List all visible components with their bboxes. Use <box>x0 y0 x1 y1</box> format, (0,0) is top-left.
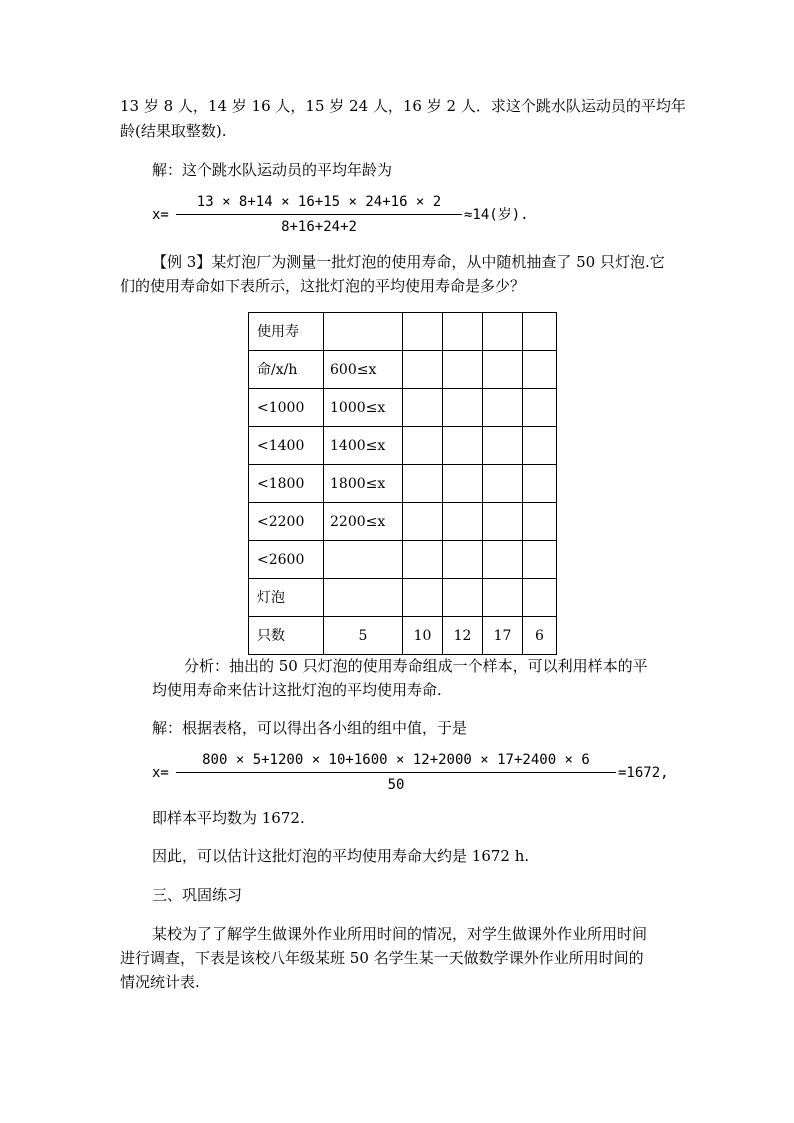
solution2-denominator: 50 <box>387 777 405 793</box>
solution2-result: =1672, <box>618 765 669 781</box>
table-cell: 命/x/h <box>249 351 324 389</box>
table-cell: 5 <box>324 617 403 655</box>
table-cell <box>324 579 403 617</box>
table-cell: 12 <box>443 617 483 655</box>
table-cell <box>523 579 557 617</box>
table-row <box>249 427 557 465</box>
table-cell <box>483 503 523 541</box>
table-cell: <2200 <box>249 503 324 541</box>
table-cell <box>403 541 443 579</box>
table-cell <box>483 351 523 389</box>
table-row <box>249 617 557 655</box>
table-cell <box>443 579 483 617</box>
table-row <box>249 541 557 579</box>
table-row <box>249 465 557 503</box>
table-cell: 6 <box>523 617 557 655</box>
table-cell <box>403 579 443 617</box>
section3-line-2: 进行调查，下表是该校八年级某班 50 名学生某一天做数学课外作业所用时间的 <box>120 949 644 967</box>
table-cell <box>403 427 443 465</box>
table-cell: 17 <box>483 617 523 655</box>
table-cell <box>443 503 483 541</box>
intro-line-1: 13 岁 8 人，14 岁 16 人，15 岁 24 人，16 岁 2 人．求这个跳水队运动员的平均年 <box>120 97 686 115</box>
table-row <box>249 313 557 351</box>
table-cell <box>523 541 557 579</box>
table-cell <box>403 389 443 427</box>
table-cell <box>483 579 523 617</box>
lifetime-table <box>248 312 557 655</box>
solution2-conclusion-2: 因此，可以估计这批灯泡的平均使用寿命大约是 1672 h. <box>152 847 530 865</box>
table-cell <box>443 313 483 351</box>
table-cell <box>523 427 557 465</box>
table-cell: 只数 <box>249 617 324 655</box>
example3-line-2: 们的使用寿命如下表所示，这批灯泡的平均使用寿命是多少？ <box>120 277 526 295</box>
solution2-lead: 解：根据表格，可以得出各小组的组中值，于是 <box>152 719 468 737</box>
table-cell: 2200≤x <box>324 503 403 541</box>
table-cell <box>443 427 483 465</box>
section3-line-3: 情况统计表. <box>120 973 200 991</box>
table-cell <box>443 541 483 579</box>
table-cell <box>483 465 523 503</box>
table-cell <box>523 465 557 503</box>
table-cell: 600≤x <box>324 351 403 389</box>
section3-line-1: 某校为了了解学生做课外作业所用时间的情况，对学生做课外作业所用时间 <box>152 925 648 943</box>
intro-line-2: 龄(结果取整数). <box>120 122 227 140</box>
table-cell <box>483 427 523 465</box>
table-cell <box>403 313 443 351</box>
solution1-numerator: 13 × 8+14 × 16+15 × 24+16 × 2 <box>196 194 442 210</box>
table-cell <box>443 465 483 503</box>
table-row <box>249 503 557 541</box>
table-cell <box>324 313 403 351</box>
table-cell <box>443 351 483 389</box>
table-cell <box>523 503 557 541</box>
solution2-conclusion-1: 即样本平均数为 1672. <box>152 809 305 827</box>
table-cell <box>403 351 443 389</box>
table-cell: 1000≤x <box>324 389 403 427</box>
table-cell <box>483 541 523 579</box>
solution1-result: ≈14(岁). <box>464 207 529 223</box>
table-cell: 灯泡 <box>249 579 324 617</box>
solution2-numerator: 800 × 5+1200 × 10+1600 × 12+2000 × 17+2400 × 6 <box>202 752 590 768</box>
solution2-x-label: x= <box>152 765 169 781</box>
table-cell: 1400≤x <box>324 427 403 465</box>
table-cell <box>523 351 557 389</box>
table-cell <box>523 389 557 427</box>
table-cell <box>403 465 443 503</box>
solution1-fraction-bar <box>176 214 462 215</box>
section3-heading: 三、巩固练习 <box>152 886 243 904</box>
table-cell: <1000 <box>249 389 324 427</box>
table-row <box>249 351 557 389</box>
analysis-line-1: 分析：抽出的 50 只灯泡的使用寿命组成一个样本，可以利用样本的平 <box>184 657 648 675</box>
table-cell <box>523 313 557 351</box>
table-cell: 10 <box>403 617 443 655</box>
solution2-fraction-bar <box>176 772 616 773</box>
table-cell <box>324 541 403 579</box>
solution1-lead: 解：这个跳水队运动员的平均年龄为 <box>152 161 393 179</box>
table-row <box>249 579 557 617</box>
table-cell: <1400 <box>249 427 324 465</box>
example3-line-1: 【例 3】某灯泡厂为测量一批灯泡的使用寿命，从中随机抽查了 50 只灯泡.它 <box>152 253 665 271</box>
table-cell <box>403 503 443 541</box>
table-cell <box>483 389 523 427</box>
table-cell <box>483 313 523 351</box>
table-cell: <1800 <box>249 465 324 503</box>
table-cell: 使用寿 <box>249 313 324 351</box>
table-cell: 1800≤x <box>324 465 403 503</box>
solution1-x-label: x= <box>152 207 169 223</box>
table-cell: <2600 <box>249 541 324 579</box>
solution1-denominator: 8+16+24+2 <box>281 219 357 235</box>
table-row <box>249 389 557 427</box>
table-cell <box>443 389 483 427</box>
analysis-line-2: 均使用寿命来估计这批灯泡的平均使用寿命. <box>152 681 442 699</box>
